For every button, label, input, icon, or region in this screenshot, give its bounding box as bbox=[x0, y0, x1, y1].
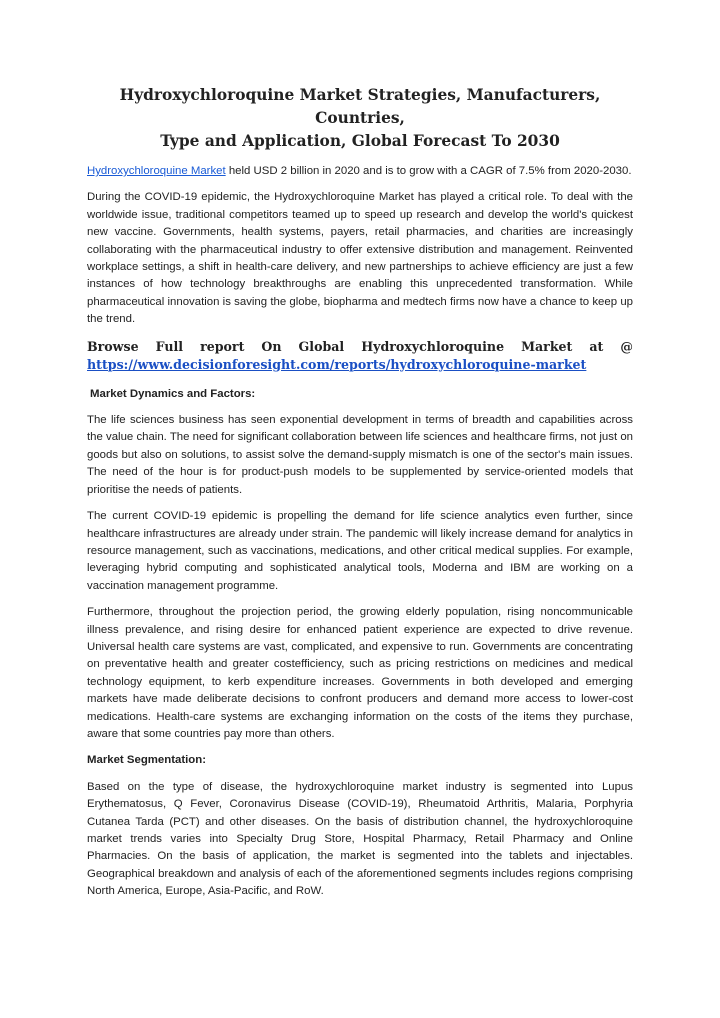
browse-report-block bbox=[87, 338, 633, 374]
analytics-paragraph: The current COVID-19 epidemic is propelling the demand for life science analytics even further, since healthcare infrastructures are already under strain. The pandemic will likely increase demand for analytics in resource management, such as vaccinations, medications, and other critical medical supplies. For example, leveraging hybrid computing and sophisticated analytical tools, Moderna and IBM are working on a vaccination management programme. bbox=[87, 510, 633, 592]
market-dynamics-heading: Market Dynamics and Factors: bbox=[90, 387, 256, 400]
title-line-2: Type and Application, Global Forecast To 2030 bbox=[160, 132, 560, 150]
document-page bbox=[87, 84, 633, 910]
title-line-1: Hydroxychloroquine Market Strategies, Manufacturers, Countries, bbox=[119, 86, 601, 127]
intro-text: held USD 2 billion in 2020 and is to grow with a CAGR of 7.5% from 2020-2030. bbox=[225, 165, 632, 177]
browse-word: Full bbox=[155, 338, 184, 354]
browse-word: Hydroxychloroquine bbox=[361, 338, 505, 354]
browse-word: Global bbox=[298, 338, 345, 354]
intro-paragraph bbox=[87, 163, 633, 180]
browse-word: at bbox=[589, 338, 604, 354]
market-link[interactable]: Hydroxychloroquine Market bbox=[87, 165, 226, 177]
browse-word: @ bbox=[620, 338, 633, 354]
page-title bbox=[87, 84, 633, 153]
browse-word: Market bbox=[521, 338, 573, 354]
life-sciences-paragraph: The life sciences business has seen exponential development in terms of breadth and capabilities across the value chain. The need for significant collaboration between life sciences and healthcare firms, not just on goods but also on solutions, to assist solve the demand-supply mismatch is one of the sector's main issues. The need of the hour is for product-push models to be supplemented by service-oriented models that prioritise the needs of patients. bbox=[87, 414, 633, 496]
browse-word: Browse bbox=[87, 338, 139, 354]
browse-line bbox=[87, 338, 633, 356]
report-url-link[interactable]: https://www.decisionforesight.com/reports/hydroxychloroquine-market bbox=[87, 356, 587, 372]
revenue-drivers-paragraph: Furthermore, throughout the projection period, the growing elderly population, rising noncommunicable illness prevalence, and rising desire for enhanced patient experience are expected to drive revenue. Universal health care systems are vast, complicated, and expensive to run. Governments are concentrating on preventative health and greater costefficiency, such as pricing restrictions on medicines and medical technology equipment, to kerb expenditure increases. Governments in both developed and emerging markets have made deliberate decisions to confront producers and demand more access to lower-cost medications. Health-care systems are exchanging information on the costs of the items they purchase, aware that some countries pay more than others. bbox=[87, 606, 633, 740]
covid-paragraph: During the COVID-19 epidemic, the Hydroxychloroquine Market has played a critical role. To deal with the worldwide issue, traditional competitors teamed up to speed up research and develop the world's quickest new vaccine. Governments, health systems, payers, retail pharmacies, and charities are increasingly collaborating with the pharmaceutical industry to offer extensive distribution and management. Reinvented workplace settings, a shift in health-care delivery, and new partnerships to achieve efficiency are just a few instances of how technology breakthroughs are enabling this unprecedented transformation. While pharmaceutical innovation is saving the globe, biopharma and medtech firms now have a chance to keep up the trend. bbox=[87, 191, 633, 326]
market-segmentation-heading: Market Segmentation: bbox=[87, 754, 206, 767]
browse-word: On bbox=[261, 338, 282, 354]
segmentation-paragraph: Based on the type of disease, the hydroxychloroquine market industry is segmented into Lupus Erythematosus, Q Fever, Coronavirus Disease (COVID-19), Rheumatoid Arthritis, Malaria, Porphyria Cutanea Tarda (PCT) and other diseases. On the basis of distribution channel, the hydroxychloroquine market trends varies into Specialty Drug Store, Hospital Pharmacy, Retail Pharmacy and Online Pharmacies. On the basis of application, the market is segmented into the tablets and injectables. Geographical breakdown and analysis of each of the aforementioned segments includes regions comprising North America, Europe, Asia-Pacific, and RoW. bbox=[87, 780, 633, 898]
browse-word: report bbox=[200, 338, 245, 354]
